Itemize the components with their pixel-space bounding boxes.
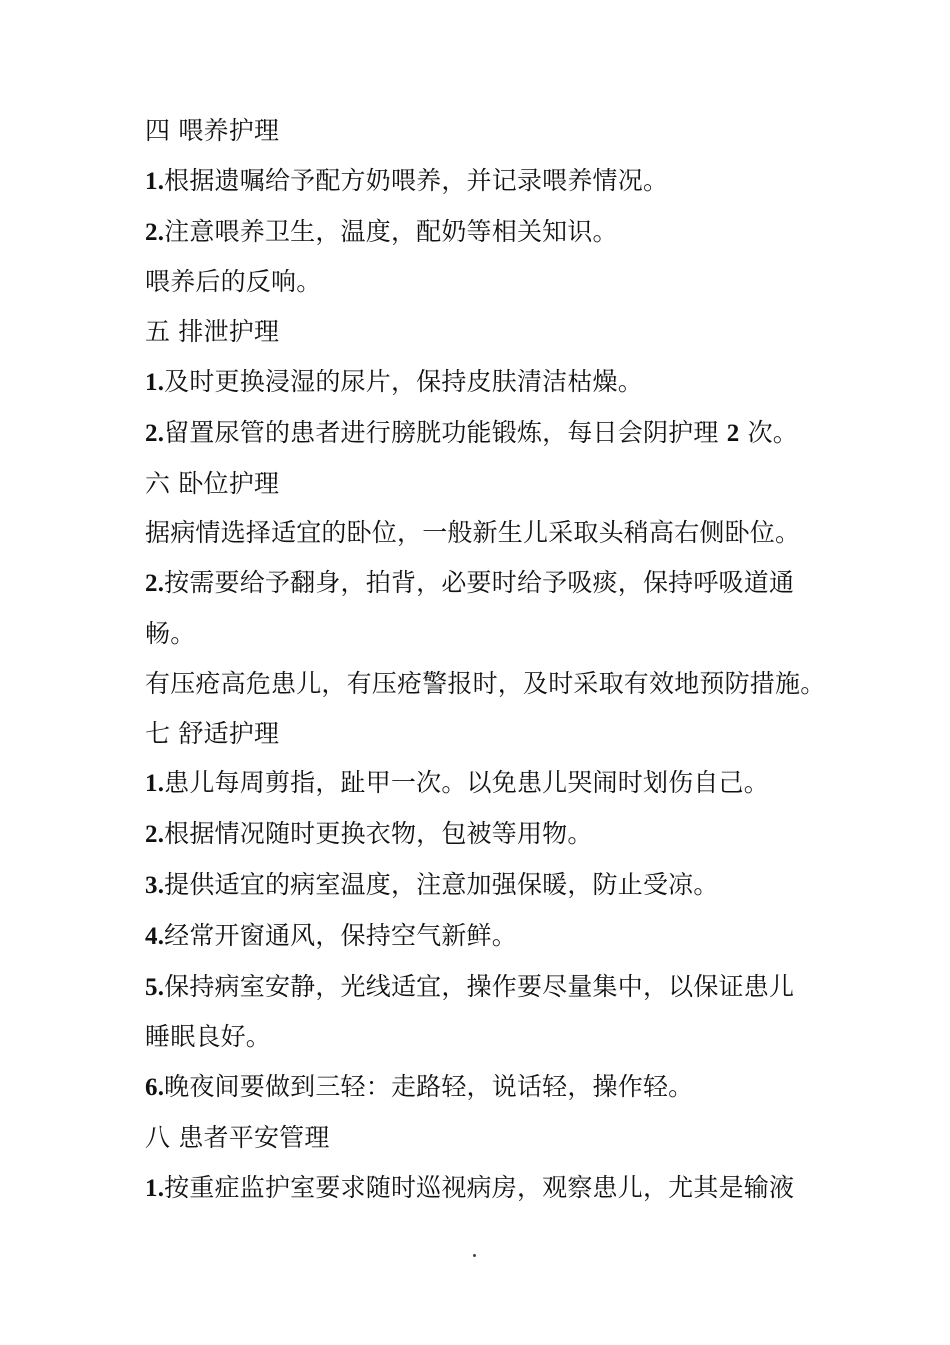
footer-dot: [473, 1254, 476, 1257]
list-item: 1.根据遗嘱给予配方奶喂养，并记录喂养情况。: [145, 165, 669, 195]
list-item: 2.按需要给予翻身，拍背，必要时给予吸痰，保持呼吸道通: [145, 568, 795, 598]
section-heading-feeding: 四 喂养护理: [145, 116, 280, 145]
list-item: 6.晚夜间要做到三轻：走路轻，说话轻，操作轻。: [145, 1072, 694, 1102]
paragraph-line: 畅。: [145, 618, 196, 648]
list-item: 1.按重症监护室要求随时巡视病房，观察患儿，尤其是输液: [145, 1172, 795, 1202]
document-body: [145, 106, 825, 1214]
list-item: 3.提供适宜的病室温度，注意加强保暖，防止受凉。: [145, 869, 719, 899]
section-heading-safety: 八 患者平安管理: [145, 1122, 330, 1152]
list-item: 2.注意喂养卫生，温度，配奶等相关知识。: [145, 216, 618, 246]
paragraph-line: 喂养后的反响。: [145, 267, 322, 297]
list-item: 1.及时更换浸湿的尿片，保持皮肤清洁枯燥。: [145, 366, 643, 396]
list-item: 1.患儿每周剪指，趾甲一次。以免患儿哭闹时划伤自己。: [145, 768, 769, 798]
paragraph-line: 据病情选择适宜的卧位，一般新生儿采取头稍高右侧卧位。: [145, 518, 801, 548]
paragraph-line: 有压疮高危患儿，有压疮警报时，及时采取有效地预防措施。: [145, 668, 826, 698]
list-item: 4.经常开窗通风，保持空气新鲜。: [145, 920, 517, 950]
section-heading-excretion: 五 排泄护理: [145, 317, 280, 347]
section-heading-position: 六 卧位护理: [145, 468, 280, 498]
section-heading-comfort: 七 舒适护理: [145, 718, 280, 748]
list-item: 5.保持病室安静，光线适宜，操作要尽量集中，以保证患儿: [145, 971, 795, 1001]
list-item: 2.根据情况随时更换衣物，包被等用物。: [145, 819, 593, 849]
list-item: 2.留置尿管的患者进行膀胱功能锻炼，每日会阴护理 2 次。: [145, 417, 798, 447]
paragraph-line: 睡眠良好。: [145, 1022, 272, 1052]
